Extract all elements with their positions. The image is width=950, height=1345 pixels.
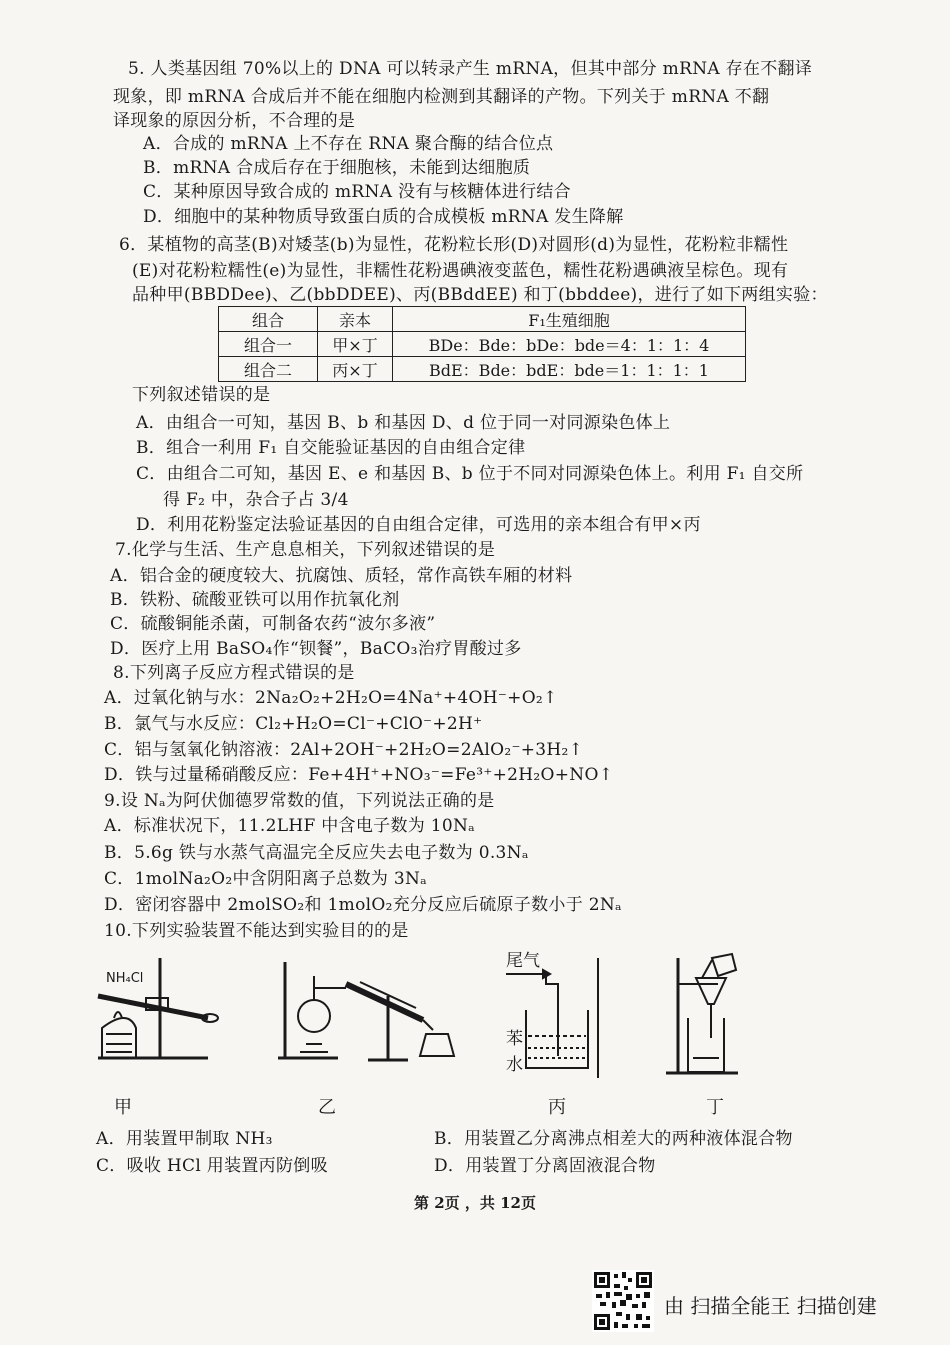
label-nh4cl: NH₄Cl — [106, 971, 144, 986]
q6-option-c-line2: 得 F₂ 中，杂合子占 3/4 — [163, 490, 349, 510]
q8-option-b: B．氯气与水反应：Cl₂+H₂O=Cl⁻+ClO⁻+2H⁺ — [104, 714, 483, 734]
table-header-row — [219, 307, 746, 332]
q5-line2: 现象，即 mRNA 合成后并不能在细胞内检测到其翻译的产物。下列关于 mRNA 不翻 — [113, 87, 770, 107]
table-cell: BdE：Bde：bdE：bde＝1：1：1：1 — [393, 357, 746, 382]
caption-bing: 丙 — [548, 1097, 566, 1118]
q10-option-c: C．吸收 HCl 用装置丙防倒吸 — [96, 1156, 328, 1176]
q9-option-d: D．密闭容器中 2molSO₂和 1molO₂充分反应后硫原子数小于 2Nₐ — [104, 895, 622, 915]
table-header: 组合 — [219, 307, 318, 332]
qr-code-icon — [592, 1270, 654, 1332]
q6-option-c-line1: C．由组合二可知，基因 E、e 和基因 B、b 位于不同对同源染色体上。利用 F₁ 自交所 — [136, 464, 804, 484]
q6-option-d: D．利用花粉鉴定法验证基因的自由组合定律，可选用的亲本组合有甲×丙 — [136, 515, 701, 535]
q6-option-a: A．由组合一可知，基因 B、b 和基因 D、d 位于同一对同源染色体上 — [136, 413, 671, 433]
table-cell: 组合一 — [219, 332, 318, 357]
q5-option-b: B．mRNA 合成后存在于细胞核，未能到达细胞质 — [143, 158, 531, 178]
table-row — [219, 332, 746, 357]
q5-line3: 译现象的原因分析，不合理的是 — [113, 111, 356, 131]
table-cell: 甲×丁 — [318, 332, 393, 357]
caption-yi: 乙 — [318, 1097, 336, 1118]
q6-line1: 6．某植物的高茎(B)对矮茎(b)为显性，花粉粒长形(D)对圆形(d)为显性，花粉粒非糯性 — [119, 235, 789, 255]
q6-line2: (E)对花粉粒糯性(e)为显性，非糯性花粉遇碘液变蓝色，糯性花粉遇碘液呈棕色。现有 — [132, 261, 789, 281]
q5-option-a: A．合成的 mRNA 上不存在 RNA 聚合酶的结合位点 — [143, 134, 554, 154]
q5-option-c: C．某种原因导致合成的 mRNA 没有与核糖体进行结合 — [143, 182, 571, 202]
q6-option-b: B．组合一利用 F₁ 自交能验证基因的自由组合定律 — [136, 438, 526, 458]
q7-option-b: B．铁粉、硫酸亚铁可以用作抗氧化剂 — [110, 590, 400, 610]
q10-stem: 10.下列实验装置不能达到实验目的的是 — [104, 921, 409, 941]
q8-option-d: D．铁与过量稀硝酸反应：Fe+4H⁺+NO₃⁻=Fe³⁺+2H₂O+NO↑ — [104, 765, 614, 785]
apparatus-ding — [666, 954, 738, 1073]
table-header: F₁生殖细胞 — [393, 307, 746, 332]
q7-option-a: A．铝合金的硬度较大、抗腐蚀、质轻，常作高铁车厢的材料 — [110, 566, 573, 586]
q10-option-b: B．用装置乙分离沸点相差大的两种液体混合物 — [434, 1129, 793, 1149]
q9-option-b: B．5.6g 铁与水蒸气高温完全反应失去电子数为 0.3Nₐ — [104, 843, 529, 863]
q5-line1: 5. 人类基因组 70%以上的 DNA 可以转录产生 mRNA，但其中部分 mRNA 存在不翻译 — [128, 59, 813, 79]
caption-ding: 丁 — [706, 1097, 724, 1118]
page-number-footer: 第 2页 ，共 12页 — [414, 1194, 536, 1212]
q6-stem: 下列叙述错误的是 — [132, 385, 271, 405]
table-cell: 组合二 — [219, 357, 318, 382]
lab-apparatus-figure — [88, 948, 788, 1118]
label-benzene: 苯 — [506, 1029, 523, 1049]
table-header: 亲本 — [318, 307, 393, 332]
q10-option-a: A．用装置甲制取 NH₃ — [96, 1129, 273, 1149]
q8-stem: 8.下列离子反应方程式错误的是 — [113, 663, 355, 683]
q9-option-c: C．1molNa₂O₂中含阴阳离子总数为 3Nₐ — [104, 869, 428, 889]
table-row — [219, 357, 746, 382]
caption-jia: 甲 — [114, 1097, 132, 1118]
table-cell: BDe：Bde：bDe：bde＝4：1：1：4 — [393, 332, 746, 357]
q7-stem: 7.化学与生活、生产息息相关，下列叙述错误的是 — [115, 540, 496, 560]
apparatus-yi — [278, 962, 454, 1060]
q9-option-a: A．标准状况下，11.2LHF 中含电子数为 10Nₐ — [104, 816, 476, 836]
label-water: 水 — [506, 1055, 523, 1075]
q7-option-d: D．医疗上用 BaSO₄作“钡餐”，BaCO₃治疗胃酸过多 — [110, 639, 522, 659]
q6-gamete-table — [218, 306, 746, 382]
q8-option-c: C．铝与氢氧化钠溶液：2Al+2OH⁻+2H₂O=2AlO₂⁻+3H₂↑ — [104, 740, 584, 760]
q8-option-a: A．过氧化钠与水：2Na₂O₂+2H₂O=4Na⁺+4OH⁻+O₂↑ — [104, 688, 558, 708]
q10-option-d: D．用装置丁分离固液混合物 — [434, 1156, 656, 1176]
table-cell: 丙×丁 — [318, 357, 393, 382]
label-tail-gas: 尾气 — [506, 951, 540, 971]
q9-stem: 9.设 Nₐ为阿伏伽德罗常数的值，下列说法正确的是 — [104, 791, 495, 811]
q7-option-c: C．硫酸铜能杀菌，可制备农药“波尔多液” — [110, 614, 436, 634]
scanner-watermark: 由 扫描全能王 扫描创建 — [664, 1294, 877, 1318]
q5-option-d: D．细胞中的某种物质导致蛋白质的合成模板 mRNA 发生降解 — [143, 207, 624, 227]
q6-line3: 品种甲(BBDDee)、乙(bbDDEE)、丙(BBddEE) 和丁(bbddee)，进行了如下两组实验： — [132, 285, 828, 305]
